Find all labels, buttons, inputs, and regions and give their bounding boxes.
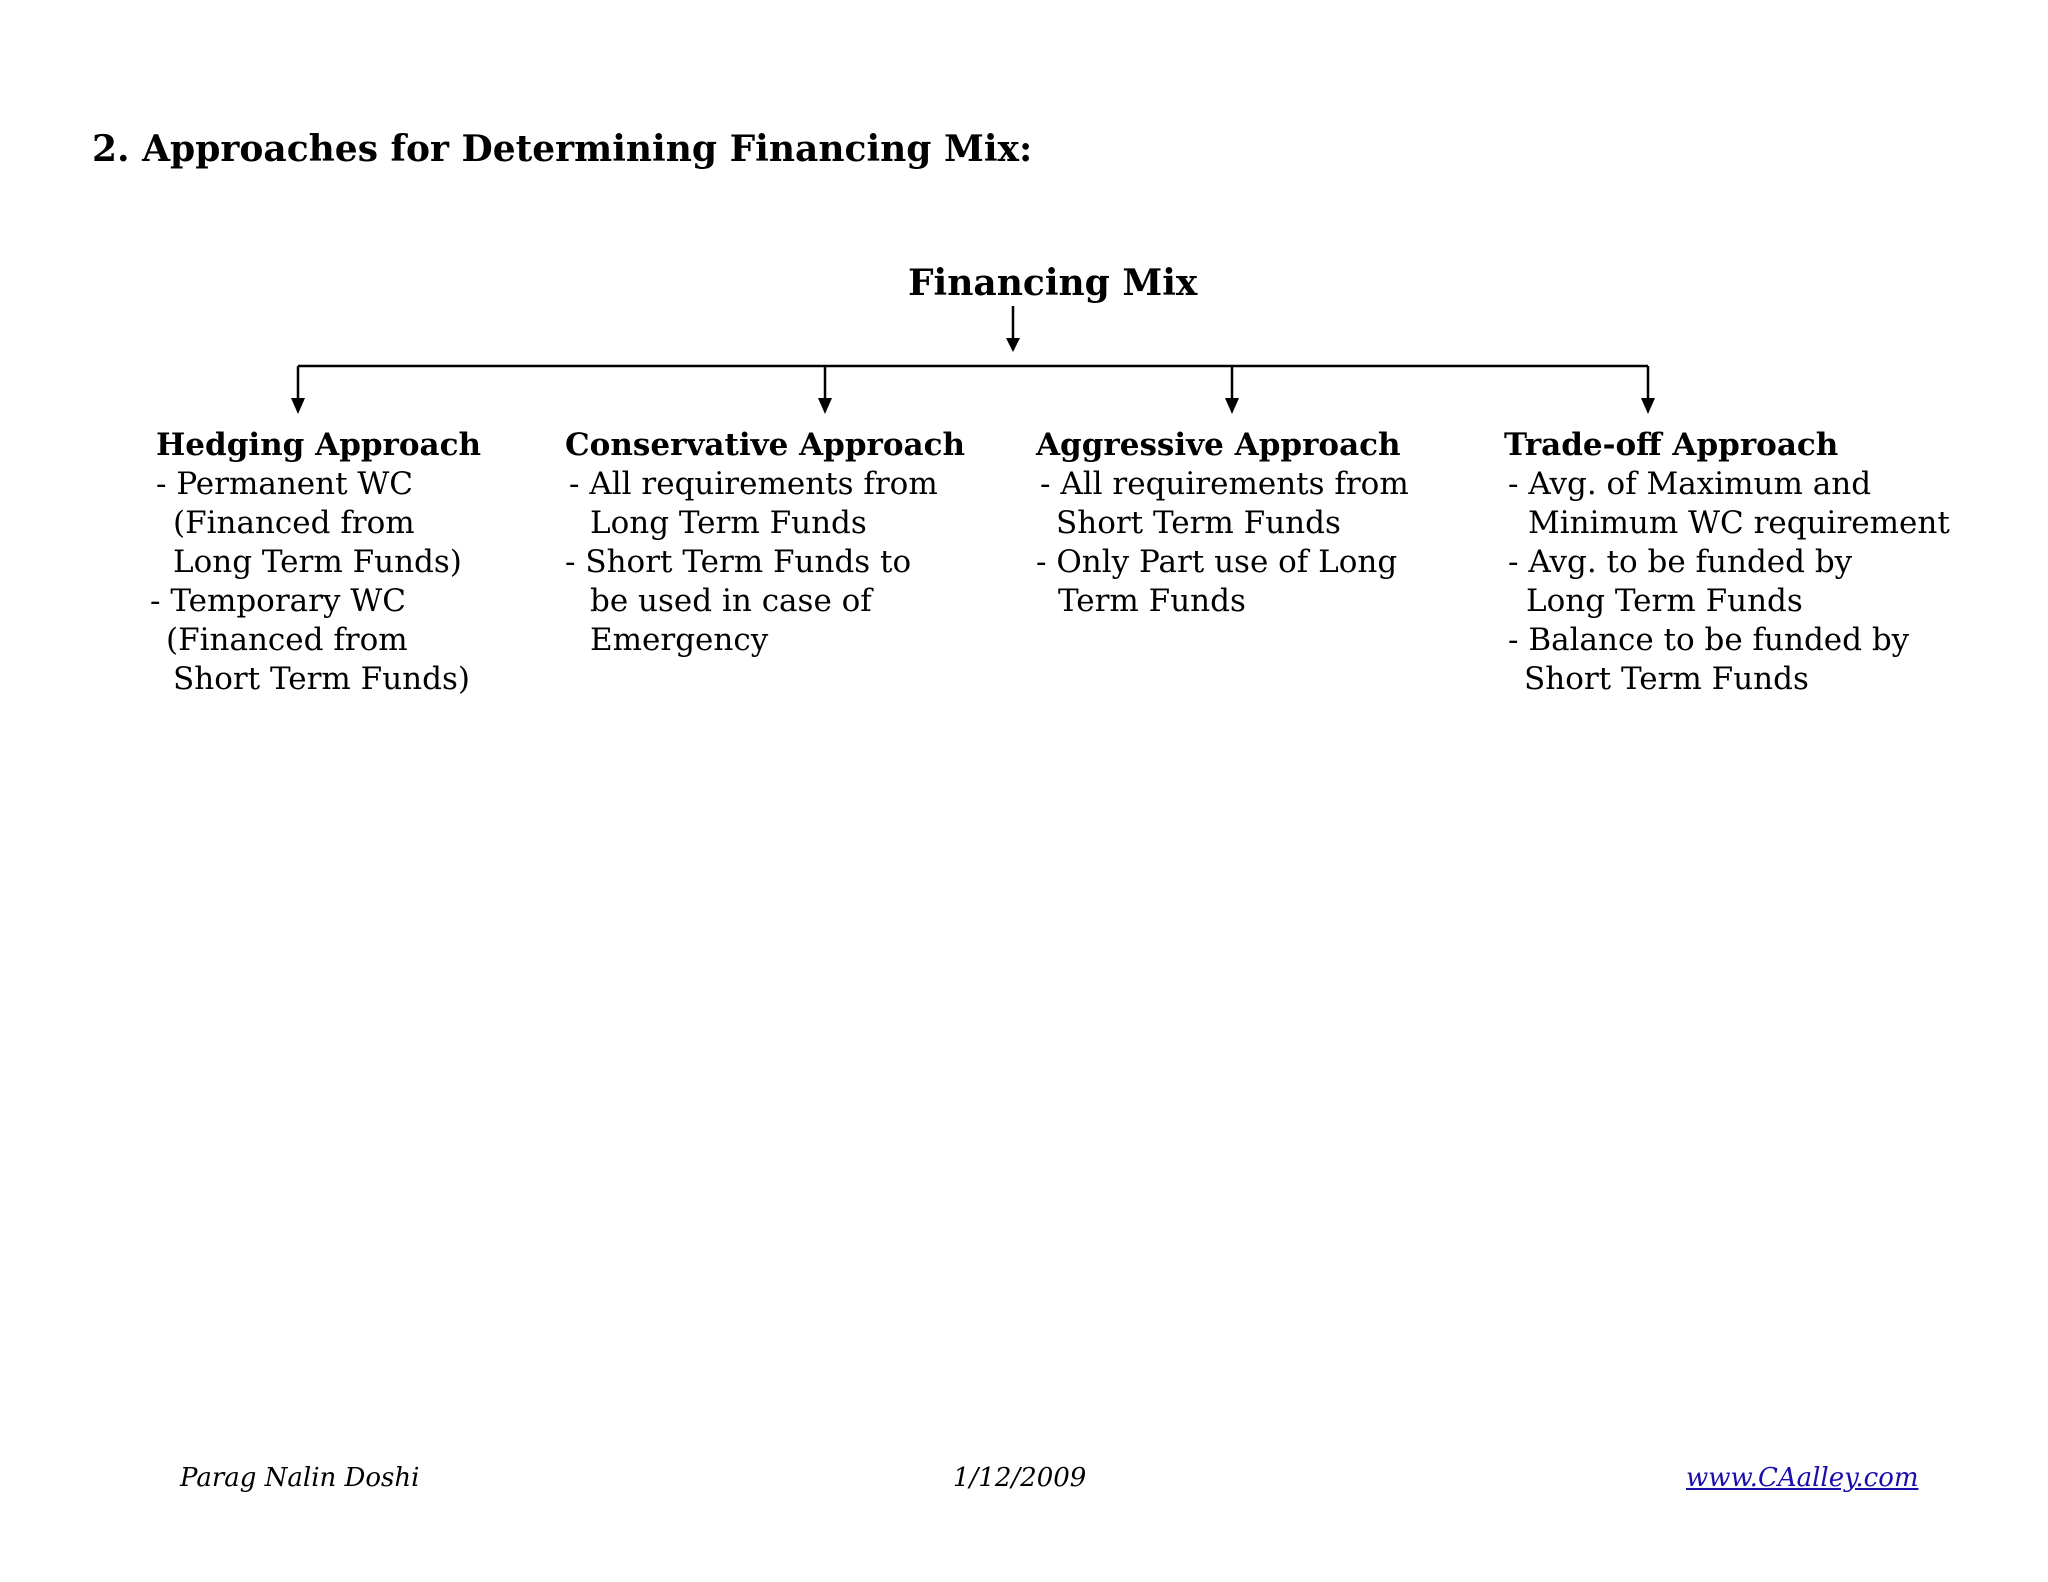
hedging-line-3: Long Term Funds) (173, 544, 462, 580)
tradeoff-approach-title: Trade-off Approach (1504, 427, 1839, 463)
tradeoff-line-6: Short Term Funds (1524, 661, 1809, 697)
branch-arrowhead-tradeoff (1641, 398, 1655, 414)
aggressive-approach-title: Aggressive Approach (1036, 427, 1401, 463)
conservative-approach-node (565, 426, 965, 660)
hedging-approach-node (150, 426, 481, 699)
tradeoff-line-2: Minimum WC requirement (1528, 505, 1950, 541)
root-arrowhead (1006, 338, 1020, 352)
hedging-line-6: Short Term Funds) (173, 661, 470, 697)
hedging-line-1: - Permanent WC (156, 466, 414, 502)
aggressive-line-1: - All requirements from (1040, 466, 1409, 502)
conservative-line-2: Long Term Funds (590, 505, 867, 541)
footer-date: 1/12/2009 (953, 1463, 1087, 1493)
conservative-approach-title: Conservative Approach (565, 427, 966, 463)
conservative-line-3: - Short Term Funds to (565, 544, 912, 580)
conservative-line-1: - All requirements from (569, 466, 938, 502)
tradeoff-line-3: - Avg. to be funded by (1508, 544, 1853, 580)
page-heading: 2. Approaches for Determining Financing Mix: (92, 128, 1033, 170)
hedging-line-2: (Financed from (173, 505, 415, 541)
branch-arrowhead-aggressive (1225, 398, 1239, 414)
financing-mix-node: Financing Mix (908, 262, 1198, 304)
aggressive-line-2: Short Term Funds (1056, 505, 1341, 541)
aggressive-line-4: Term Funds (1058, 583, 1246, 619)
footer-author: Parag Nalin Doshi (180, 1463, 420, 1493)
branch-arrowhead-hedging (291, 398, 305, 414)
hedging-approach-title: Hedging Approach (156, 427, 482, 463)
footer-website-link[interactable]: www.CAalley.com (1686, 1463, 1919, 1493)
hedging-line-5: (Financed from (166, 622, 408, 658)
conservative-line-5: Emergency (590, 622, 769, 658)
aggressive-line-3: - Only Part use of Long (1036, 544, 1398, 580)
tradeoff-approach-node (1504, 426, 1950, 699)
tradeoff-line-4: Long Term Funds (1526, 583, 1803, 619)
conservative-line-4: be used in case of (590, 583, 872, 619)
tradeoff-line-5: - Balance to be funded by (1508, 622, 1910, 658)
hedging-line-4: - Temporary WC (150, 583, 406, 619)
tradeoff-line-1: - Avg. of Maximum and (1508, 466, 1872, 502)
aggressive-approach-node (1036, 426, 1409, 621)
branch-arrowhead-conservative (818, 398, 832, 414)
